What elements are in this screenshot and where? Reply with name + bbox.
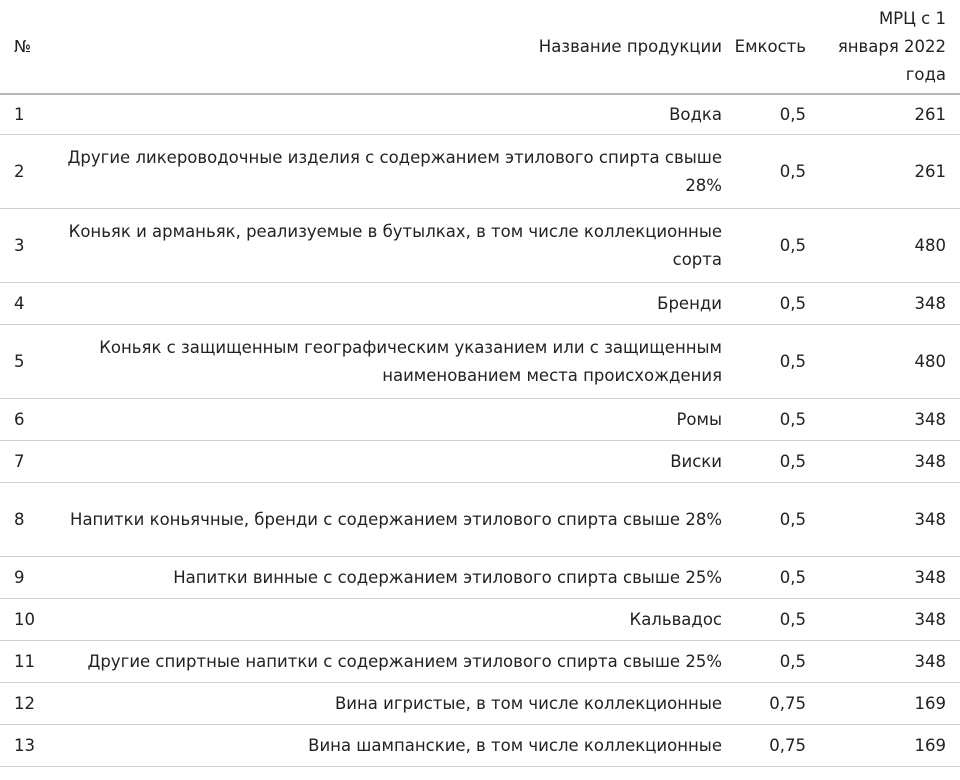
table-row: [0, 683, 960, 725]
product-name: Коньяк и арманьяк, реализуемые в бутылках, в том числе коллекционные сорта: [46, 209, 730, 283]
product-price: 348: [816, 599, 960, 641]
product-price: 348: [816, 441, 960, 483]
row-number: 6: [0, 399, 46, 441]
table-row: [0, 725, 960, 767]
product-price: 348: [816, 483, 960, 557]
table-body: [0, 94, 960, 767]
row-number: 4: [0, 283, 46, 325]
product-volume: 0,5: [730, 94, 816, 135]
product-volume: 0,5: [730, 557, 816, 599]
table-row: [0, 283, 960, 325]
header-row: [0, 0, 960, 94]
product-volume: 0,5: [730, 483, 816, 557]
product-volume: 0,5: [730, 399, 816, 441]
header-volume: Емкость: [730, 0, 816, 94]
product-name: Ромы: [46, 399, 730, 441]
product-price: 261: [816, 94, 960, 135]
product-price: 348: [816, 641, 960, 683]
header-product-name: Название продукции: [46, 0, 730, 94]
product-volume: 0,5: [730, 441, 816, 483]
product-volume: 0,5: [730, 283, 816, 325]
product-volume: 0,5: [730, 209, 816, 283]
row-number: 3: [0, 209, 46, 283]
row-number: 13: [0, 725, 46, 767]
product-name: Водка: [46, 94, 730, 135]
product-price: 169: [816, 725, 960, 767]
product-name: Напитки коньячные, бренди с содержанием этилового спирта свыше 28%: [46, 483, 730, 557]
product-price: 261: [816, 135, 960, 209]
product-name: Вина шампанские, в том числе коллекционные: [46, 725, 730, 767]
product-volume: 0,5: [730, 599, 816, 641]
product-name: Другие спиртные напитки с содержанием этилового спирта свыше 25%: [46, 641, 730, 683]
row-number: 10: [0, 599, 46, 641]
product-name: Бренди: [46, 283, 730, 325]
product-price: 348: [816, 283, 960, 325]
product-name: Виски: [46, 441, 730, 483]
table-row: [0, 135, 960, 209]
table-row: [0, 94, 960, 135]
row-number: 1: [0, 94, 46, 135]
row-number: 5: [0, 325, 46, 399]
table-row: [0, 441, 960, 483]
table-row: [0, 483, 960, 557]
product-price: 480: [816, 209, 960, 283]
table-row: [0, 325, 960, 399]
product-volume: 0,5: [730, 641, 816, 683]
product-price: 169: [816, 683, 960, 725]
product-price: 348: [816, 399, 960, 441]
row-number: 7: [0, 441, 46, 483]
header-max-retail-price: МРЦ с 1 января 2022 года: [816, 0, 960, 94]
row-number: 8: [0, 483, 46, 557]
table-row: [0, 399, 960, 441]
row-number: 9: [0, 557, 46, 599]
table-row: [0, 209, 960, 283]
table-row: [0, 557, 960, 599]
header-number: №: [0, 0, 46, 94]
table-row: [0, 641, 960, 683]
row-number: 2: [0, 135, 46, 209]
table-row: [0, 599, 960, 641]
row-number: 12: [0, 683, 46, 725]
product-volume: 0,5: [730, 325, 816, 399]
product-name: Вина игристые, в том числе коллекционные: [46, 683, 730, 725]
product-name: Напитки винные с содержанием этилового спирта свыше 25%: [46, 557, 730, 599]
product-name: Другие ликероводочные изделия с содержанием этилового спирта свыше 28%: [46, 135, 730, 209]
table-header: [0, 0, 960, 94]
product-price: 348: [816, 557, 960, 599]
product-price: 480: [816, 325, 960, 399]
product-name: Кальвадос: [46, 599, 730, 641]
row-number: 11: [0, 641, 46, 683]
product-name: Коньяк с защищенным географическим указанием или с защищенным наименованием места происхождения: [46, 325, 730, 399]
product-volume: 0,5: [730, 135, 816, 209]
product-volume: 0,75: [730, 725, 816, 767]
product-volume: 0,75: [730, 683, 816, 725]
